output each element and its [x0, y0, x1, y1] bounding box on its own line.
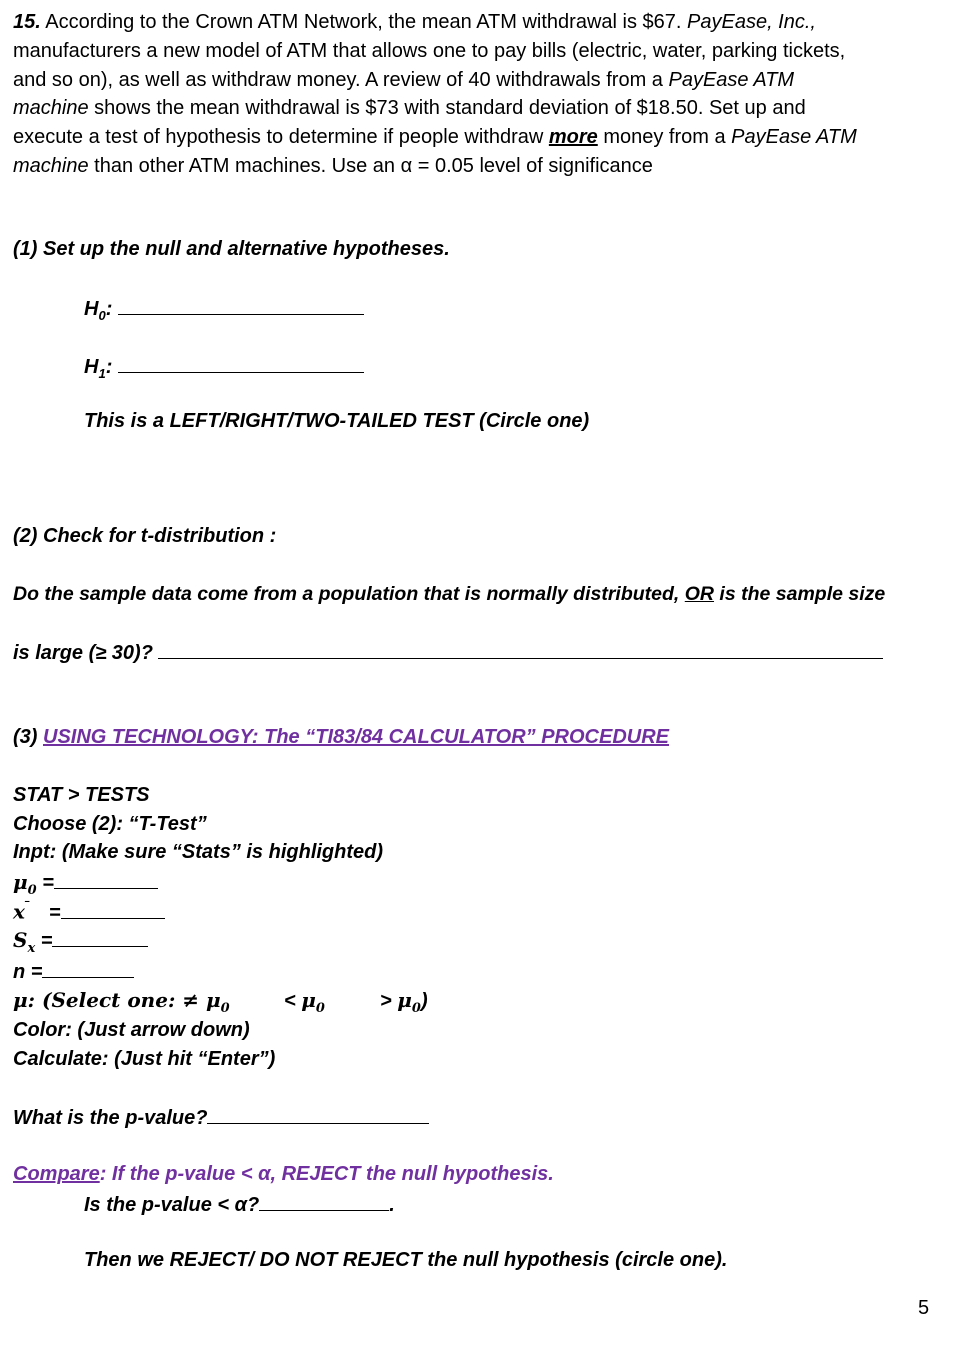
problem-number: 15.	[13, 11, 41, 33]
section2-heading: (2) Check for t-distribution :	[13, 525, 277, 547]
pvalue-row: What is the p-value?	[13, 1105, 429, 1130]
section2-question-line2: is large (≥ 30)?	[13, 640, 883, 665]
more-emphasis: more	[548, 126, 598, 148]
page-number: 5	[918, 1297, 930, 1319]
section2-question-line1: Do the sample data come from a population that is normally distributed, OR is the sample size	[13, 583, 886, 605]
step-color: Color: (Just arrow down)	[13, 1019, 250, 1041]
n-answer-blank[interactable]	[42, 959, 134, 978]
problem-line-6: machine than other ATM machines. Use an α = 0.05 level of significance	[13, 155, 653, 177]
conclusion: Then we REJECT/ DO NOT REJECT the null hypothesis (circle one).	[84, 1249, 728, 1271]
problem-line-4: machine shows the mean withdrawal is $73 with standard deviation of $18.50. Set up and	[13, 97, 806, 119]
step-stat-tests: STAT > TESTS	[13, 784, 150, 806]
compare-link[interactable]: Compare	[13, 1163, 100, 1185]
problem-line-2: manufacturers a new model of ATM that allows one to pay bills (electric, water, parking tickets,	[13, 40, 846, 62]
step-inpt: Inpt: (Make sure “Stats” is highlighted)	[13, 841, 384, 863]
mu-select-row: μ: (Select one: ≠ $\mu_0$	[13, 988, 230, 1016]
technology-link[interactable]: USING TECHNOLOGY: The “TI83/84 CALCULATOR” PROCEDURE	[43, 726, 669, 748]
h1-row: $H_1$:	[84, 354, 364, 381]
h0-row: $H_0$:	[84, 296, 364, 323]
h0-answer-blank[interactable]	[118, 296, 364, 315]
is-p-less-row: Is the p-value < α? .	[84, 1194, 395, 1216]
n-row: n =	[13, 959, 134, 984]
pvalue-answer-blank[interactable]	[207, 1105, 429, 1124]
mu0-answer-blank[interactable]	[54, 870, 158, 889]
mu0-row: $\mu_0$ =	[13, 870, 158, 898]
option-greater-than[interactable]: > $\mu_0$)	[380, 988, 428, 1016]
section3-heading: (3) USING TECHNOLOGY: The “TI83/84 CALCULATOR” PROCEDURE	[13, 726, 669, 748]
sx-answer-blank[interactable]	[52, 928, 148, 947]
problem-line-1: 15. According to the Crown ATM Network, the mean ATM withdrawal is $67. PayEase, Inc.,	[13, 11, 816, 33]
sample-size-answer-blank[interactable]	[158, 640, 883, 659]
step-choose: Choose (2): “T-Test”	[13, 813, 207, 835]
xbar-row: x‾ =	[13, 899, 165, 925]
compare-row: Compare: If the p-value < α, REJECT the null hypothesis.	[13, 1163, 554, 1185]
sx-row: $S_x$ =	[13, 928, 148, 956]
section1-heading: (1) Set up the null and alternative hypotheses.	[13, 238, 450, 260]
tail-question: This is a LEFT/RIGHT/TWO-TAILED TEST (Circle one)	[84, 410, 590, 432]
problem-line-3: and so on), as well as withdraw money. A review of 40 withdrawals from a PayEase ATM	[13, 69, 795, 91]
is-p-less-answer-blank[interactable]	[259, 1192, 389, 1211]
h1-answer-blank[interactable]	[118, 354, 364, 373]
step-calculate: Calculate: (Just hit “Enter”)	[13, 1048, 276, 1070]
option-less-than[interactable]: < $\mu_0$	[284, 988, 325, 1016]
problem-line-5: execute a test of hypothesis to determine if people withdraw more money from a PayEase ATM	[13, 126, 857, 148]
xbar-answer-blank[interactable]	[61, 900, 165, 919]
